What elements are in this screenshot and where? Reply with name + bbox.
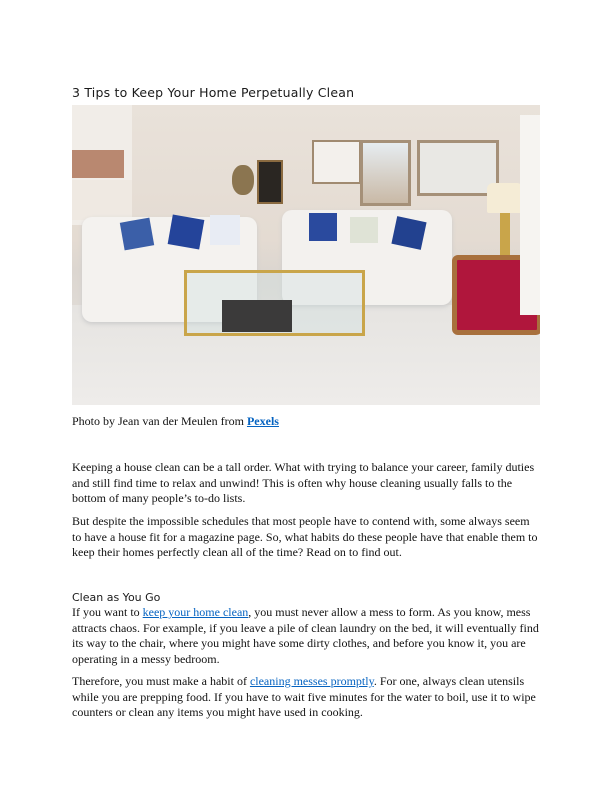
text-segment: Photo by Jean van der Meulen from bbox=[72, 414, 247, 428]
text-line bbox=[72, 460, 534, 476]
text-segment: Therefore, you must make a habit of bbox=[72, 674, 250, 688]
section-paragraph-1 bbox=[72, 605, 539, 667]
text-line bbox=[72, 674, 536, 690]
text-line bbox=[72, 514, 538, 530]
text-line bbox=[72, 636, 539, 652]
text-segment: and still find time to relax and unwind! This is often why house cleaning usually falls to the bbox=[72, 475, 513, 490]
text-line bbox=[72, 652, 539, 668]
text-segment: , you must never allow a mess to form. As you know, mess bbox=[248, 605, 531, 619]
text-segment: But despite the impossible schedules that most people have to contend with, some always seem bbox=[72, 514, 530, 528]
text-line bbox=[72, 621, 539, 637]
text-line bbox=[72, 605, 539, 621]
text-segment: bottom of many people’s to-do lists. bbox=[72, 491, 246, 506]
hyperlink[interactable]: cleaning messes promptly bbox=[249, 674, 374, 688]
document-title: 3 Tips to Keep Your Home Perpetually Clean bbox=[72, 85, 355, 100]
text-segment: . For one, always clean utensils bbox=[373, 674, 525, 688]
text-segment: its way to the chair, where you might have some dirty clothes, and before you know it, you are bbox=[72, 636, 526, 651]
text-segment: attracts chaos. For example, if you leave a pile of clean laundry on the bed, it will eventually find bbox=[72, 620, 539, 635]
living-room-photo bbox=[72, 105, 540, 405]
section-paragraph-2 bbox=[72, 674, 536, 721]
text-segment: operating in a messy bedroom. bbox=[72, 651, 220, 666]
text-line bbox=[72, 491, 534, 507]
text-line bbox=[72, 414, 279, 430]
text-segment: to have a house fit for a magazine page. So, what habits do these people have that enable them to bbox=[72, 529, 538, 544]
intro-paragraph-1 bbox=[72, 460, 534, 507]
section-heading: Clean as You Go bbox=[72, 591, 161, 604]
text-segment: counters or clean any items you might have used in cooking. bbox=[72, 705, 363, 720]
text-line bbox=[72, 530, 538, 546]
text-segment: Keeping a house clean can be a tall order. What with trying to balance your career, family duties bbox=[72, 460, 535, 474]
photo-credit bbox=[72, 414, 279, 430]
text-line bbox=[72, 705, 536, 721]
hyperlink[interactable]: keep your home clean bbox=[142, 605, 249, 619]
text-line bbox=[72, 476, 534, 492]
hyperlink[interactable]: Pexels bbox=[246, 414, 279, 428]
text-segment: while you are prepping food. If you have to wait five minutes for the water to boil, use it to wipe bbox=[72, 689, 536, 704]
text-line bbox=[72, 690, 536, 706]
text-segment: If you want to bbox=[72, 605, 143, 619]
text-segment: keep their homes perfectly clean all of the time? Read on to find out. bbox=[72, 545, 402, 560]
text-line bbox=[72, 545, 538, 561]
intro-paragraph-2 bbox=[72, 514, 538, 561]
